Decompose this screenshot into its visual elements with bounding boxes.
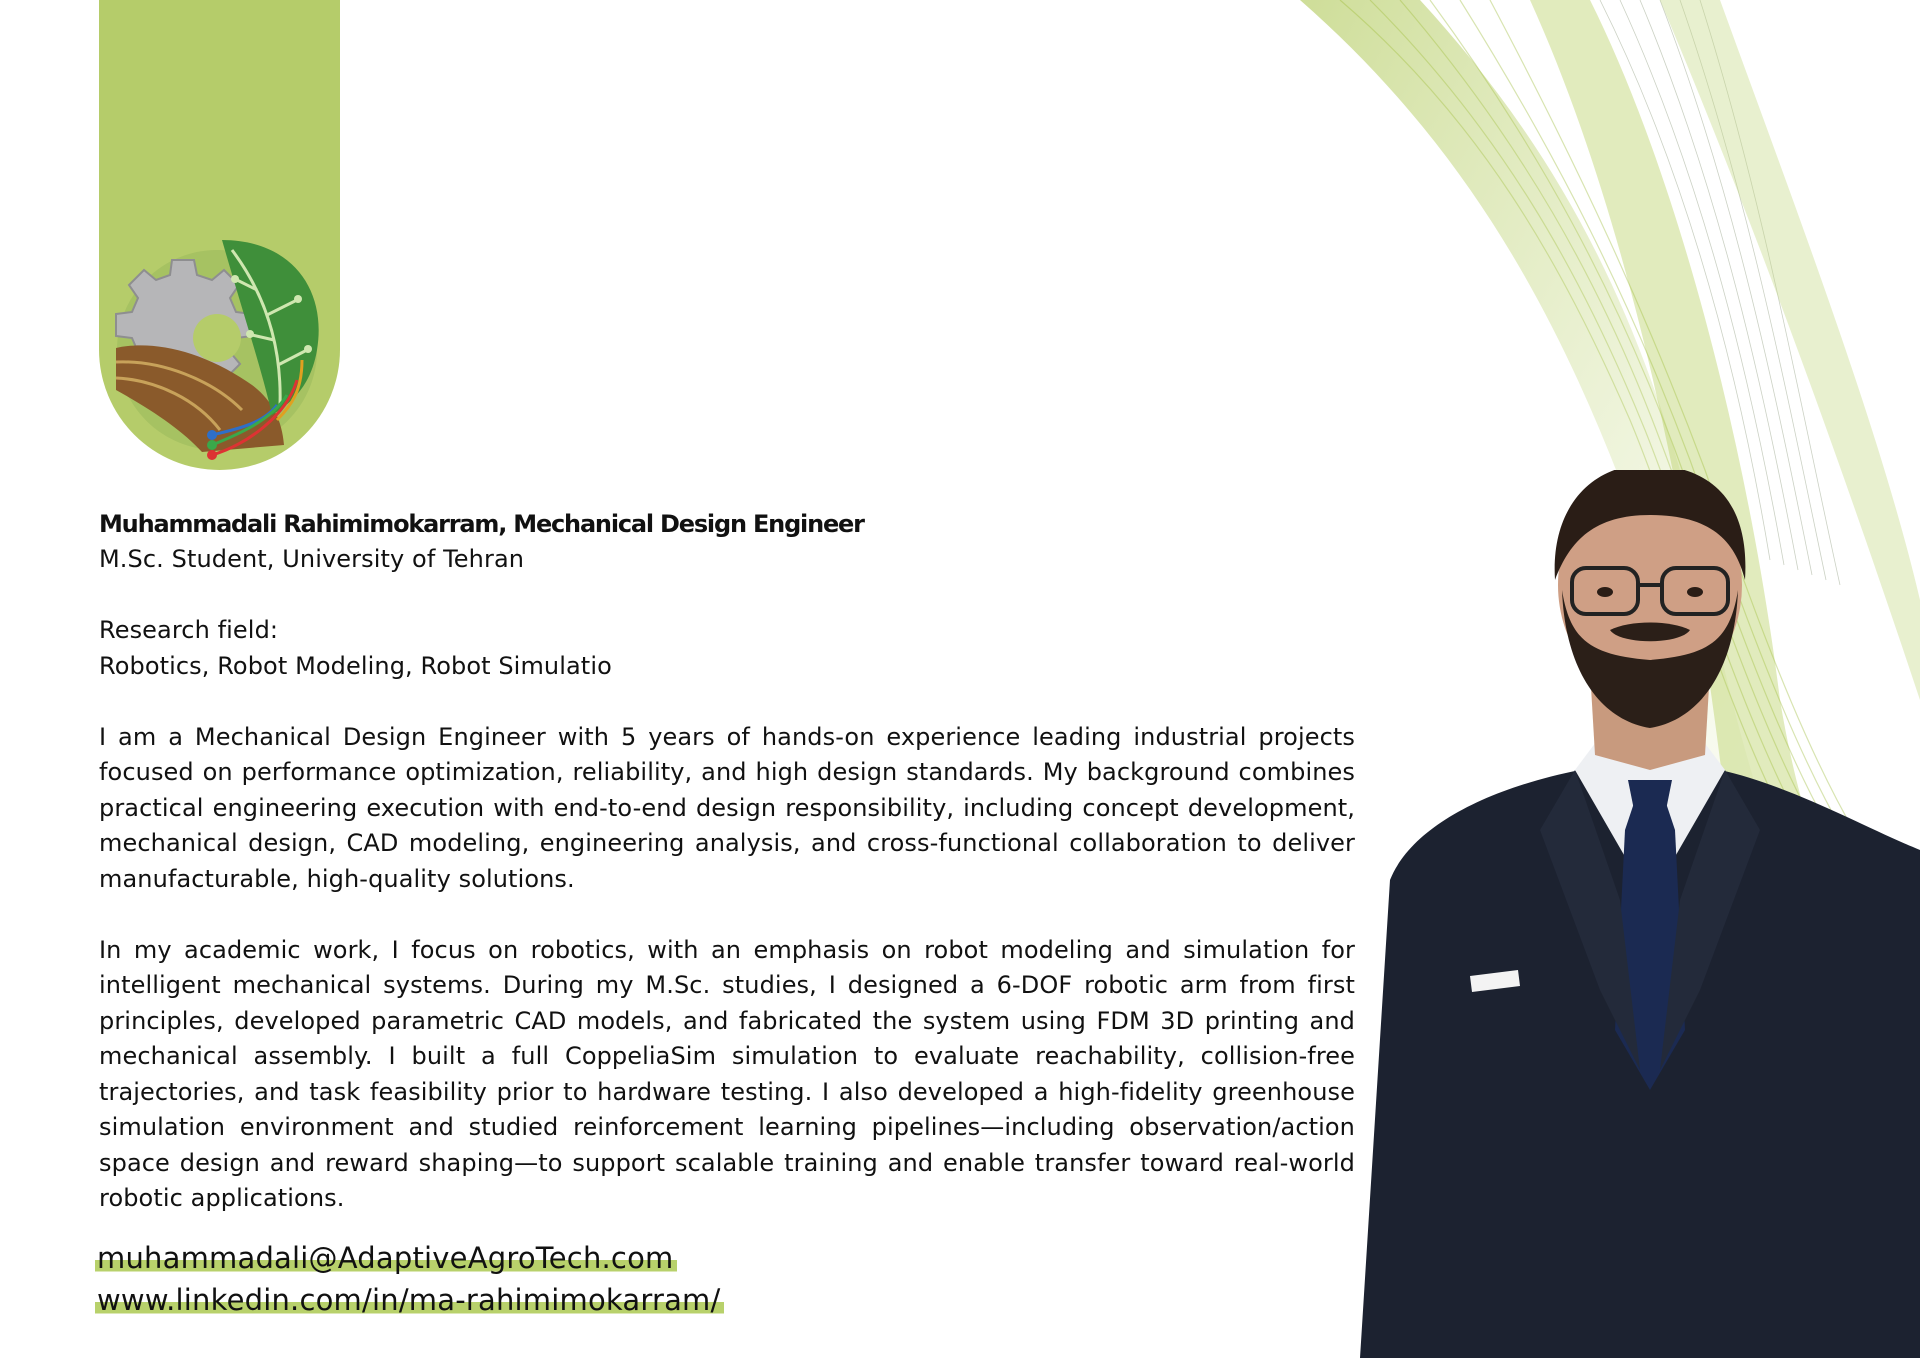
bio-paragraph-1: I am a Mechanical Design Engineer with 5 years of hands-on experience leading industrial projects focused on performance optimization, reliability, and high design standards. My background combines practical engineering execution with end-to-end design responsibility, including concept development, mechanical design, CAD modeling, engineering analysis, and cross-functional collaboration to deliver manufacturable, high-quality solutions. — [99, 722, 1355, 893]
portrait-photo — [1350, 470, 1920, 1358]
bio-paragraph-2: In my academic work, I focus on robotics, with an emphasis on robot modeling and simulation for intelligent mechanical systems. During my M.Sc. studies, I designed a 6-DOF robotic arm from first principles, developed parametric CAD models, and fabricated the system using FDM 3D printing and mechanical assembly. I built a full CoppeliaSim simulation to evaluate reachability, collision-free trajectories, and task feasibility prior to hardware testing. I also developed a high-fidelity greenhouse simulation environment and studied reinforcement learning pipelines—including observation/action space design and reward shaping—to support scalable training and enable transfer toward real-world robotic applications. — [99, 935, 1355, 1212]
company-logo-icon — [112, 230, 332, 465]
profile-content — [99, 506, 1355, 1321]
subtitle: M.Sc. Student, University of Tehran — [99, 545, 525, 573]
research-label: Research field: — [99, 616, 279, 644]
research-fields: Robotics, Robot Modeling, Robot Simulatio — [99, 651, 612, 680]
contact-block — [99, 1237, 1355, 1321]
email-link[interactable]: muhammadali@AdaptiveAgroTech.com — [95, 1237, 677, 1279]
linkedin-link[interactable]: www.linkedin.com/in/ma-rahimimokarram/ — [95, 1279, 724, 1321]
name-heading: Muhammadali Rahimimokarram, Mechanical Design Engineer — [99, 510, 864, 538]
